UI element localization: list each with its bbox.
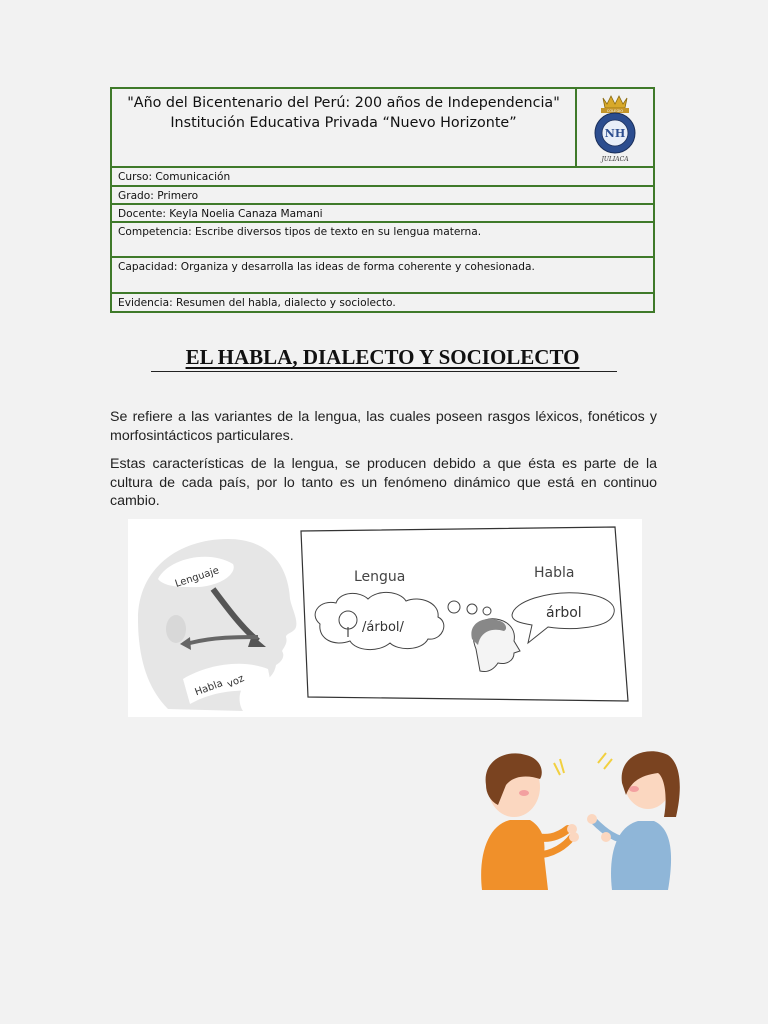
info-row-docente: Docente: Keyla Noelia Canaza Mamani <box>112 205 653 223</box>
page-title: EL HABLA, DIALECTO Y SOCIOLECTO <box>185 345 580 369</box>
logo-text-top: COLEGIO <box>606 108 624 113</box>
box-label-habla: Habla <box>534 565 575 581</box>
children-talking-illustration <box>468 745 688 890</box>
header-line-1: "Año del Bicentenario del Perú: 200 años de Independencia" <box>127 95 560 111</box>
info-row-curso: Curso: Comunicación <box>112 168 653 187</box>
speech-text-arbol: árbol <box>546 605 582 621</box>
header-table <box>110 87 655 313</box>
head-label-voz: voz <box>225 673 246 691</box>
info-row-capacidad: Capacidad: Organiza y desarrolla las ideas de forma coherente y cohesionada. <box>112 258 653 294</box>
paragraph-1: Se refiere a las variantes de la lengua, las cuales poseen rasgos léxicos, fonéticos y morfosintácticos particulares. <box>110 409 657 444</box>
info-row-competencia: Competencia: Escribe diversos tipos de texto en su lengua materna. <box>112 223 653 258</box>
head-label-habla: Habla <box>193 678 225 699</box>
logo-text-bottom: JULIACA <box>601 155 629 163</box>
thought-text-arbol: /árbol/ <box>362 620 404 635</box>
lengua-habla-diagram-box <box>301 527 628 701</box>
left-child-illustration <box>481 753 579 890</box>
box-label-lengua: Lengua <box>354 569 406 585</box>
lengua-habla-figure <box>128 519 642 717</box>
header-top-row <box>112 89 653 168</box>
info-row-evidencia: Evidencia: Resumen del habla, dialecto y sociolecto. <box>118 297 396 309</box>
logo-initials: NH <box>604 126 626 140</box>
paragraph-2: Estas características de la lengua, se producen debido a que ésta es parte de la cultura de cada país, por lo tanto es un fenómeno dinámico que está en continuo cambio. <box>110 456 657 509</box>
title-underline <box>151 371 617 372</box>
school-logo <box>575 89 653 166</box>
header-title <box>112 89 575 166</box>
info-row-grado: Grado: Primero <box>112 187 653 205</box>
school-crest-icon <box>585 92 645 164</box>
right-child-illustration <box>587 751 680 890</box>
header-line-2: Institución Educativa Privada “Nuevo Horizonte” <box>170 115 517 131</box>
head-label-lenguaje: Lenguaje <box>173 565 221 590</box>
